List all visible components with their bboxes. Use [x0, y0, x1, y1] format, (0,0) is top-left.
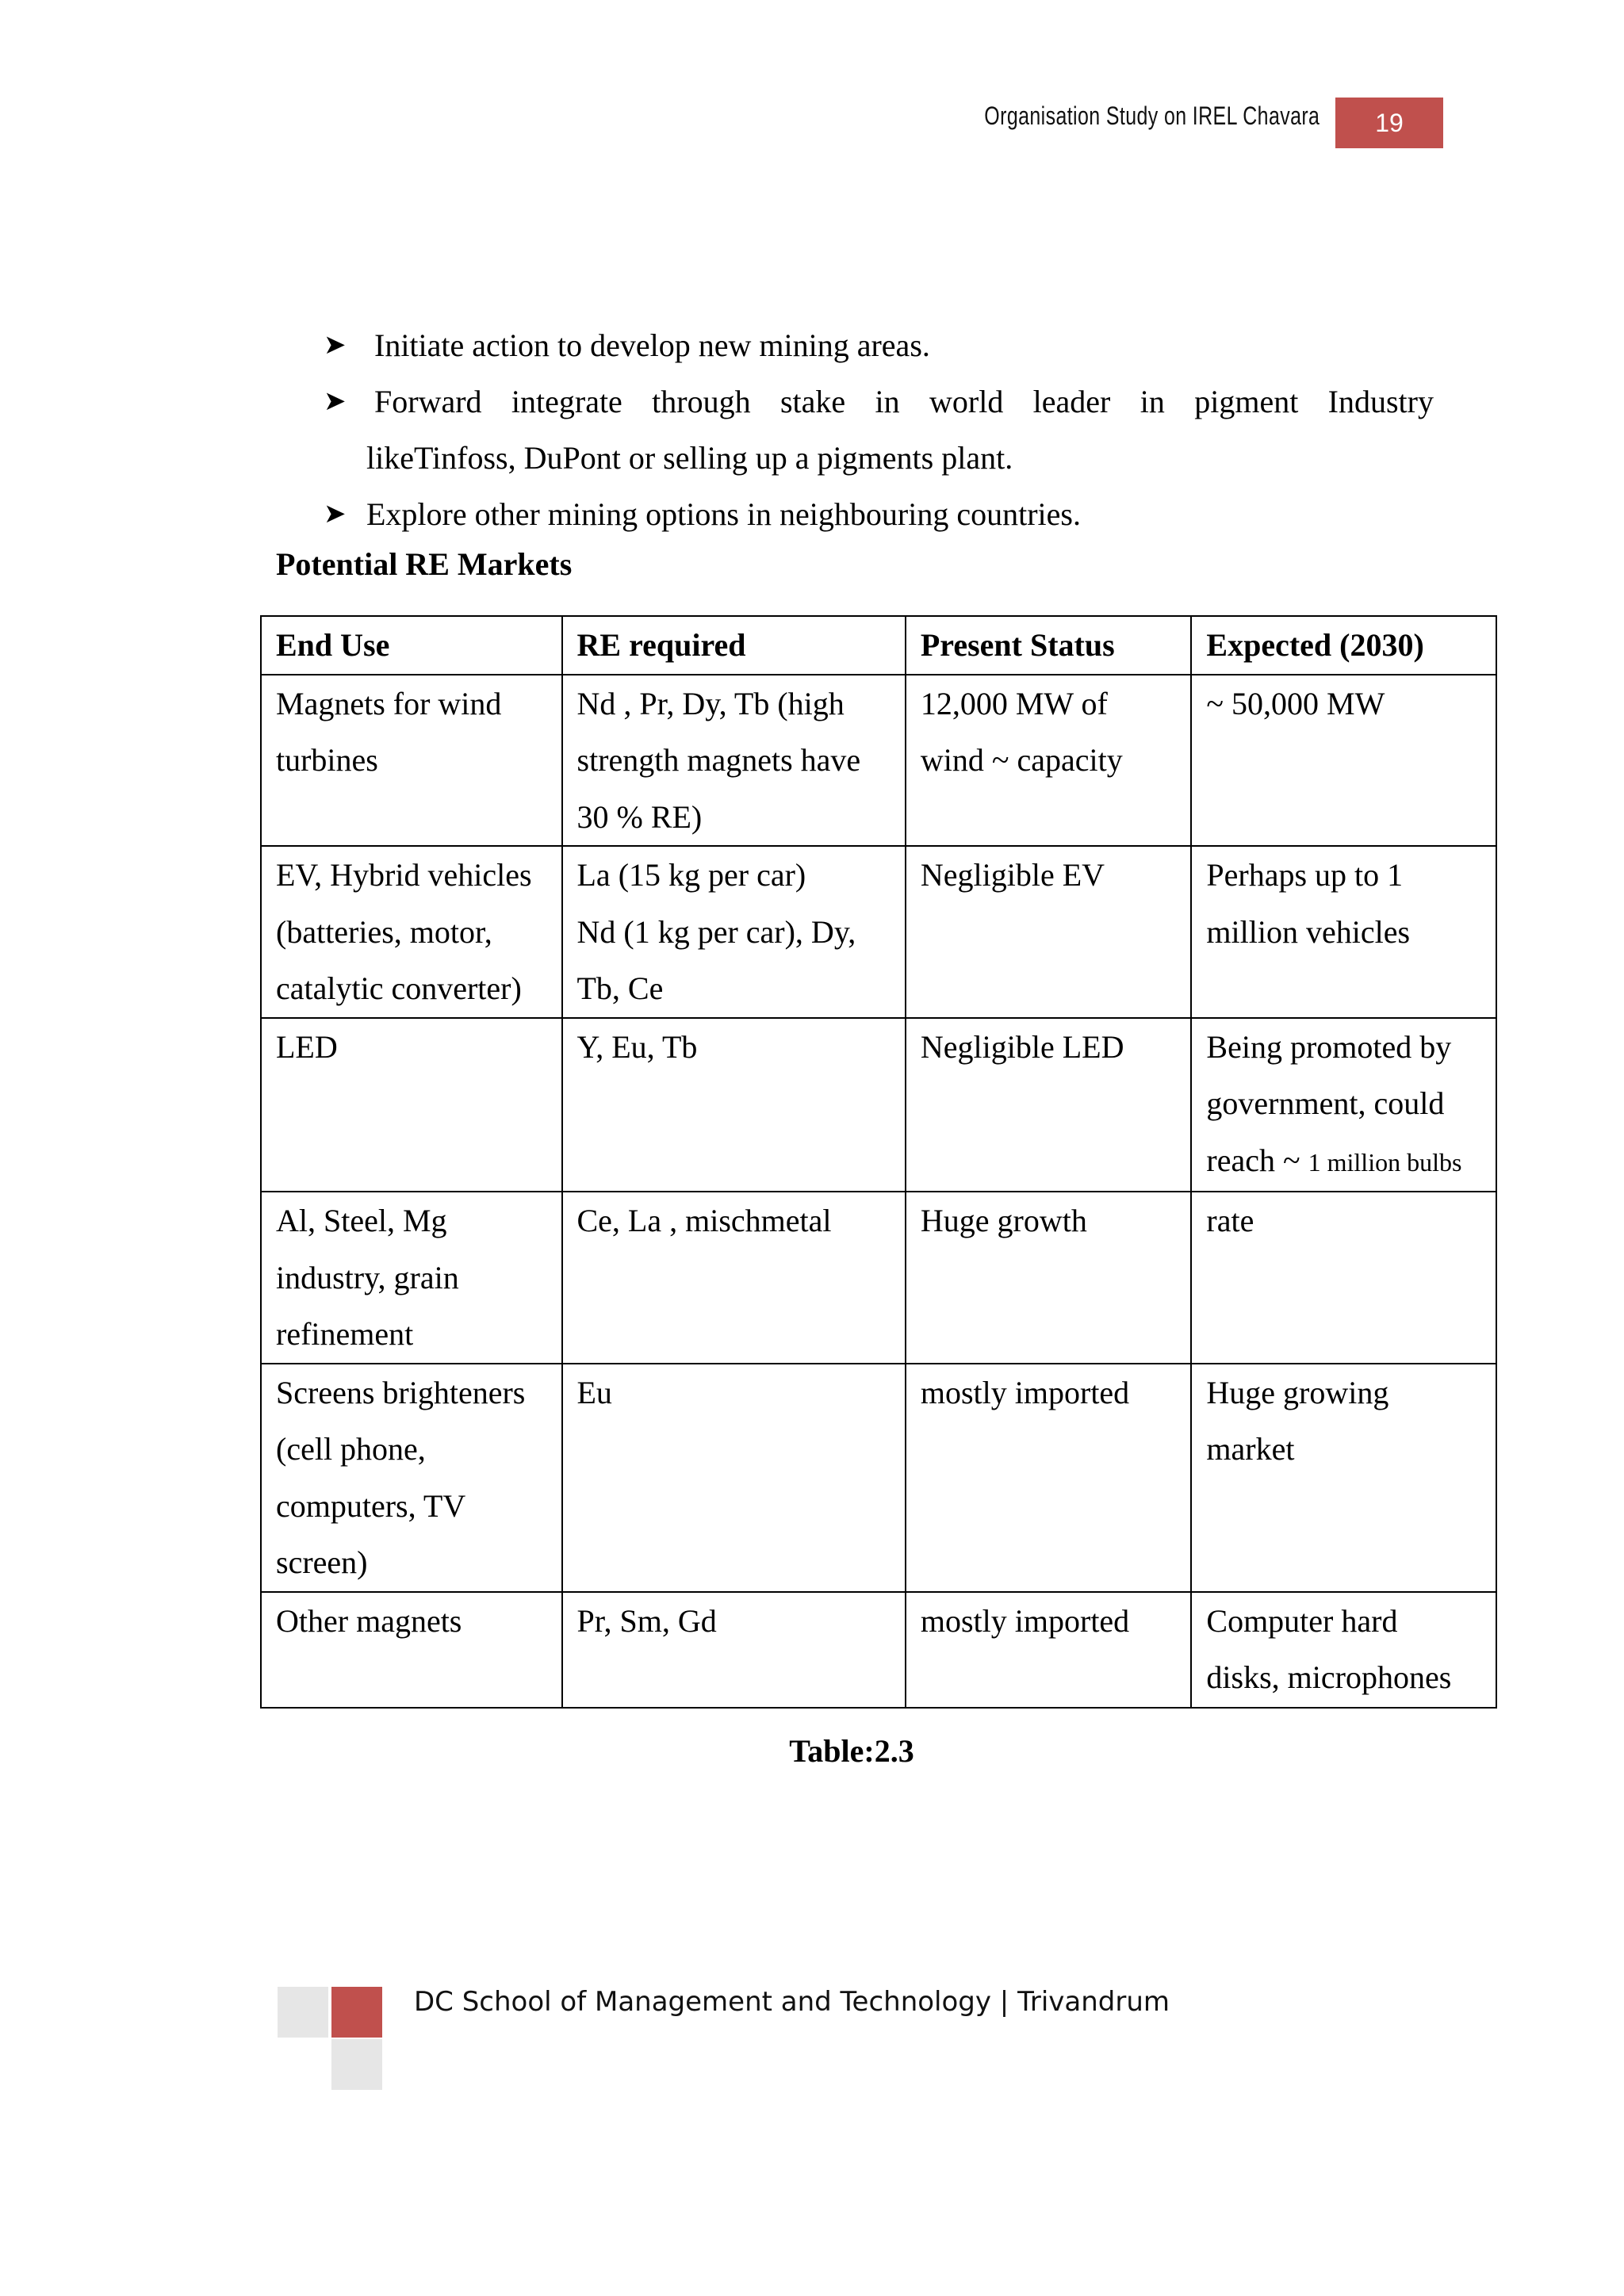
cell-present-status: mostly imported: [906, 1364, 1192, 1592]
bullet-text: Explore other mining options in neighbouring countries.: [366, 496, 1081, 532]
column-header: End Use: [261, 616, 562, 675]
cell-expected: Huge growing market: [1191, 1364, 1496, 1592]
arrow-bullet-icon: ➤: [324, 499, 347, 529]
cell-expected: rate: [1191, 1192, 1496, 1364]
cell-re-required: La (15 kg per car) Nd (1 kg per car), Dy, Tb, Ce: [562, 846, 906, 1018]
section-heading: Potential RE Markets: [276, 546, 573, 582]
running-header-title: Organisation Study on IREL Chavara: [983, 101, 1320, 130]
bullet-list: [324, 317, 1434, 542]
cell-re-required: Y, Eu, Tb: [562, 1018, 906, 1192]
cell-present-status: Huge growth: [906, 1192, 1192, 1364]
cell-expected: Perhaps up to 1 million vehicles: [1191, 846, 1496, 1018]
cell-present-status: Negligible EV: [906, 846, 1192, 1018]
bullet-item: [324, 486, 1434, 542]
bullet-text-line: Forward integrate through stake in world leader in pigment Industry: [374, 384, 1434, 419]
cell-present-status: 12,000 MW of wind ~ capacity: [906, 675, 1192, 847]
table-header-row: [261, 616, 1496, 675]
cell-present-status: mostly imported: [906, 1592, 1192, 1708]
footer-square: [331, 1987, 382, 2038]
bullet-text: Initiate action to develop new mining areas.: [374, 327, 930, 363]
bullet-item: [324, 373, 1434, 486]
cell-end-use: EV, Hybrid vehicles (batteries, motor, catalytic converter): [261, 846, 562, 1018]
table-row: [261, 1364, 1496, 1592]
table-row: [261, 1018, 1496, 1192]
footer-square: [331, 2039, 382, 2090]
cell-end-use: Other magnets: [261, 1592, 562, 1708]
bullet-text-line: likeTinfoss, DuPont or selling up a pigments plant.: [366, 440, 1013, 476]
table-row: [261, 846, 1496, 1018]
cell-re-required: Ce, La , mischmetal: [562, 1192, 906, 1364]
cell-end-use: LED: [261, 1018, 562, 1192]
cell-end-use: Magnets for wind turbines: [261, 675, 562, 847]
column-header: RE required: [562, 616, 906, 675]
re-markets-table: [260, 615, 1497, 1709]
column-header: Expected (2030): [1191, 616, 1496, 675]
cell-end-use: Screens brighteners (cell phone, computers, TV screen): [261, 1364, 562, 1592]
cell-end-use: Al, Steel, Mg industry, grain refinement: [261, 1192, 562, 1364]
column-header: Present Status: [906, 616, 1192, 675]
bullet-item: [324, 317, 1434, 373]
table-row: [261, 675, 1496, 847]
table-caption: Table:2.3: [789, 1733, 914, 1769]
cell-expected: Computer hard disks, microphones: [1191, 1592, 1496, 1708]
arrow-bullet-icon: ➤: [324, 331, 347, 360]
page-number-badge: 19: [1335, 98, 1443, 148]
arrow-bullet-icon: ➤: [324, 387, 347, 416]
cell-re-required: Pr, Sm, Gd: [562, 1592, 906, 1708]
cell-expected: ~ 50,000 MW: [1191, 675, 1496, 847]
footer-square: [278, 1987, 328, 2038]
cell-re-required: Eu: [562, 1364, 906, 1592]
cell-re-required: Nd , Pr, Dy, Tb (high strength magnets have 30 % RE): [562, 675, 906, 847]
table-row: [261, 1192, 1496, 1364]
table-row: [261, 1592, 1496, 1708]
cell-expected: Being promoted by government, could reach ~ 1 million bulbs: [1191, 1018, 1496, 1192]
footer-text: DC School of Management and Technology | Trivandrum: [414, 1986, 1170, 2018]
cell-present-status: Negligible LED: [906, 1018, 1192, 1192]
